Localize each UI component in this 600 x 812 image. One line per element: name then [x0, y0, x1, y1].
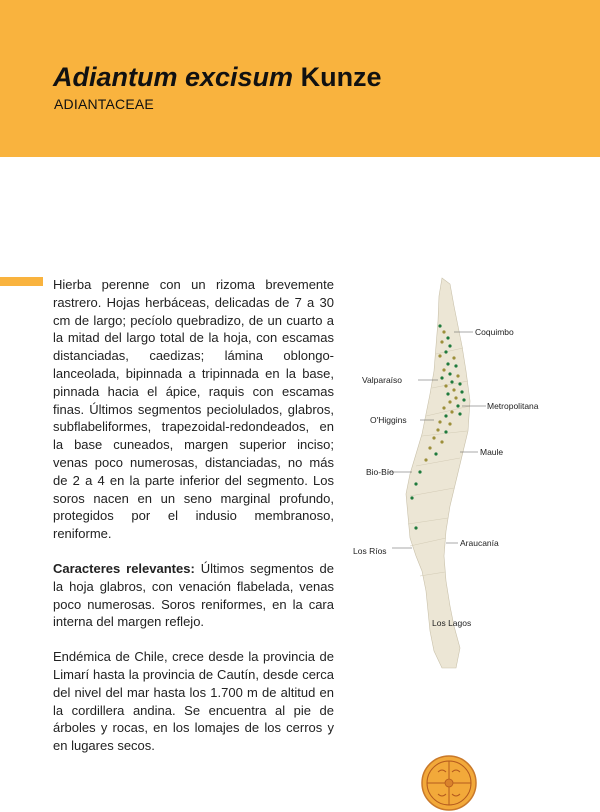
- header-band: [0, 0, 600, 157]
- species-author: Kunze: [300, 62, 382, 92]
- side-tab-marker: [0, 277, 43, 286]
- map-label-metropolitana: Metropolitana: [487, 401, 539, 411]
- emblem-logo: [420, 754, 478, 812]
- map-label-losrios: Los Ríos: [353, 546, 387, 556]
- map-label-loslagos: Los Lagos: [432, 618, 472, 628]
- map-label-biobio: Bio-Bío: [366, 467, 394, 477]
- distribution-paragraph: Endémica de Chile, crece desde la provincia de Limarí hasta la provincia de Cautín, desde cerca del nivel del mar hasta los 1.700 m de altitud en la cordillera andina. Se encuentra al pie de árboles y rocas, en los lomajes de los cerros y en lugares secos.: [53, 649, 334, 754]
- species-title: [53, 62, 382, 93]
- distribution-map: [350, 276, 550, 670]
- relevant-paragraph: [53, 560, 334, 631]
- relevant-label: Caracteres relevantes:: [53, 560, 195, 576]
- map-label-maule: Maule: [480, 447, 504, 457]
- map-label-coquimbo: Coquimbo: [475, 327, 514, 337]
- map-label-araucania: Araucanía: [460, 538, 499, 548]
- map-label-ohiggins: O'Higgins: [370, 415, 407, 425]
- map-label-valparaiso: Valparaíso: [362, 375, 403, 385]
- family-name: ADIANTACEAE: [54, 96, 154, 112]
- relevant-text: Últimos segmentos de la hoja glabros, con venación flabelada, venas poco numerosas. Soros reniformes, en la cara interna del margen reflejo.: [53, 560, 334, 630]
- chile-map-outline: [406, 278, 470, 668]
- description-paragraph: Hierba perenne con un rizoma brevemente rastrero. Hojas herbáceas, delicadas de 7 a 30 cm de largo; pecíolo quebradizo, de un cuarto a la mitad del largo total de la hoja, con escamas distanciadas, caedizas; lámina oblongo-lanceolada, bipinnada a tripinnada en la base, pinnada hacia el ápice, raquis con escamas finas. Últimos segmentos peciolulados, glabros, subflabeliformes, trapezoidal-redondeados, en la base cuneados, margen superior inciso; venas poco numerosas, distanciadas, no más de 2 a 4 en la parte inferior del segmento. Los soros nacen en un seno marginal profundo, protegidos por el indusio membranoso, reniforme.: [53, 277, 334, 542]
- species-name: Adiantum excisum: [53, 62, 294, 92]
- body-text: [53, 276, 334, 772]
